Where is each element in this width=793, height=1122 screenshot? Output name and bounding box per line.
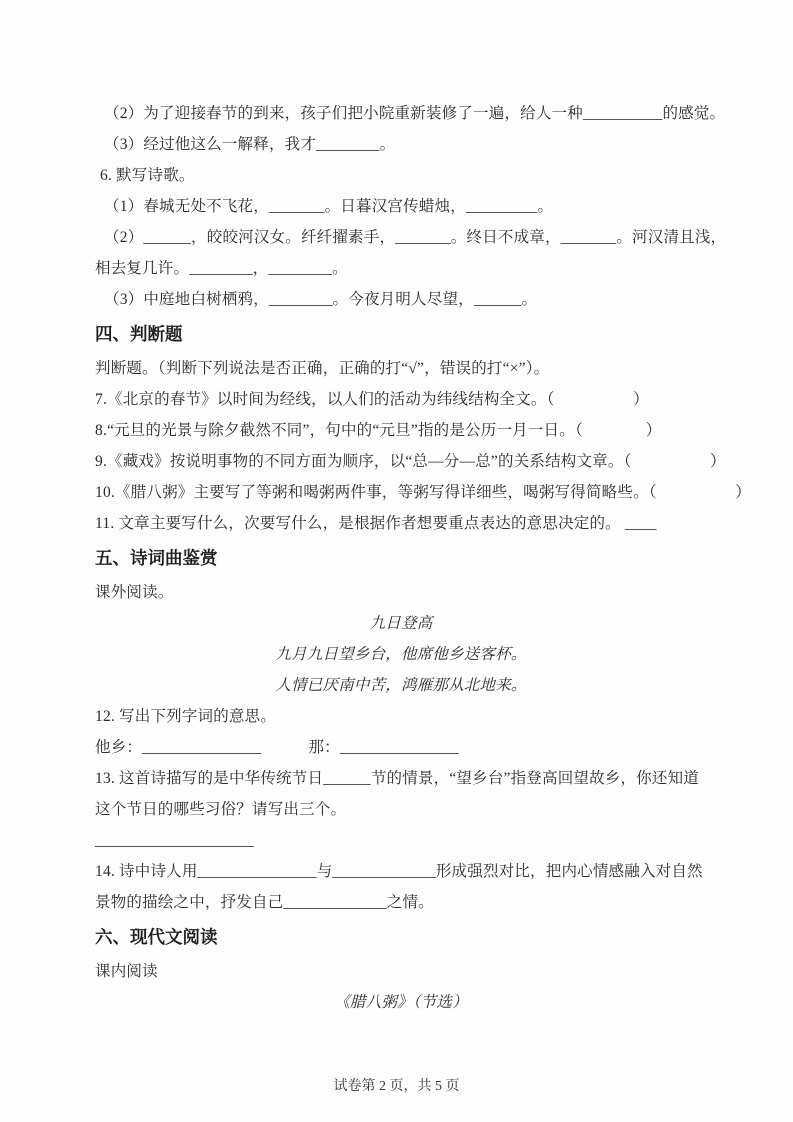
question-13-answer-blank: ____________________	[95, 832, 254, 849]
page-number-footer: 试卷第 2 页，共 5 页	[333, 1079, 460, 1094]
question-6-item-3: （3）中庭地白树栖鸦，________。今夜月明人尽望，______。	[104, 291, 538, 308]
question-5-item-2: （2）为了迎接春节的到来，孩子们把小院重新装修了一遍，给人一种__________的感觉。	[104, 105, 726, 122]
question-9: 9.《藏戏》按说明事物的不同方面为顺序，以“总—分—总”的关系结构文章。（ ）	[95, 453, 726, 470]
question-12-blanks: 他乡：_______________ 那：_______________	[95, 739, 460, 756]
poem-line-2: 人情已厌南中苦，鸿雁那从北地来。	[275, 677, 527, 694]
poem-title: 九日登高	[369, 615, 433, 632]
section-5-heading: 五、诗词曲鉴赏	[95, 548, 218, 568]
question-12-stem: 12. 写出下列字词的意思。	[95, 708, 277, 725]
question-8: 8.“元旦的光景与除夕截然不同”，句中的“元旦”指的是公历一月一日。（ ）	[95, 422, 662, 439]
question-5-item-3: （3）经过他这么一解释，我才________。	[104, 136, 396, 153]
judgment-instructions: 判断题。（判断下列说法是否正确，正确的打“√”，错误的打“×”）。	[95, 360, 550, 377]
extracurricular-reading-label: 课外阅读。	[95, 584, 174, 601]
question-6-stem: 6. 默写诗歌。	[100, 167, 195, 184]
passage-title: 《腊八粥》（节选）	[334, 994, 468, 1011]
in-class-reading-label: 课内阅读	[95, 963, 158, 980]
section-4-heading: 四、判断题	[95, 324, 183, 344]
question-7: 7.《北京的春节》以时间为经线，以人们的活动为纬线结构全文。（ ）	[95, 391, 649, 408]
poem-line-1: 九月九日望乡台，他席他乡送客杯。	[275, 646, 527, 663]
question-10: 10.《腊八粥》主要写了等粥和喝粥两件事，等粥写得详细些，喝粥写得简略些。（ ）	[95, 484, 751, 501]
question-6-item-2: （2）______，皎皎河汉女。纤纤擢素手，_______。终日不成章，_______。河汉清且浅，	[104, 229, 727, 246]
exam-content	[95, 98, 751, 1018]
question-6-item-1: （1）春城无处不飞花，_______。日暮汉宫传蜡烛，_________。	[104, 198, 554, 215]
question-13-line-1: 13. 这首诗描写的是中华传统节日______节的情景，“望乡台”指登高回望故乡，你还知道	[95, 770, 700, 787]
question-11: 11. 文章主要写什么，次要写什么，是根据作者想要重点表达的意思决定的。 ____	[95, 515, 657, 532]
section-6-heading: 六、现代文阅读	[95, 927, 218, 947]
question-14-line-1: 14. 诗中诗人用_______________与_____________形成强烈对比，把内心情感融入对自然	[95, 863, 703, 880]
question-14-line-2: 景物的描绘之中，抒发自己_____________之情。	[95, 894, 434, 911]
question-6-item-2-continued: 相去复几许。________，________。	[95, 260, 348, 277]
question-13-line-2: 这个节日的哪些习俗？请写出三个。	[95, 801, 347, 818]
